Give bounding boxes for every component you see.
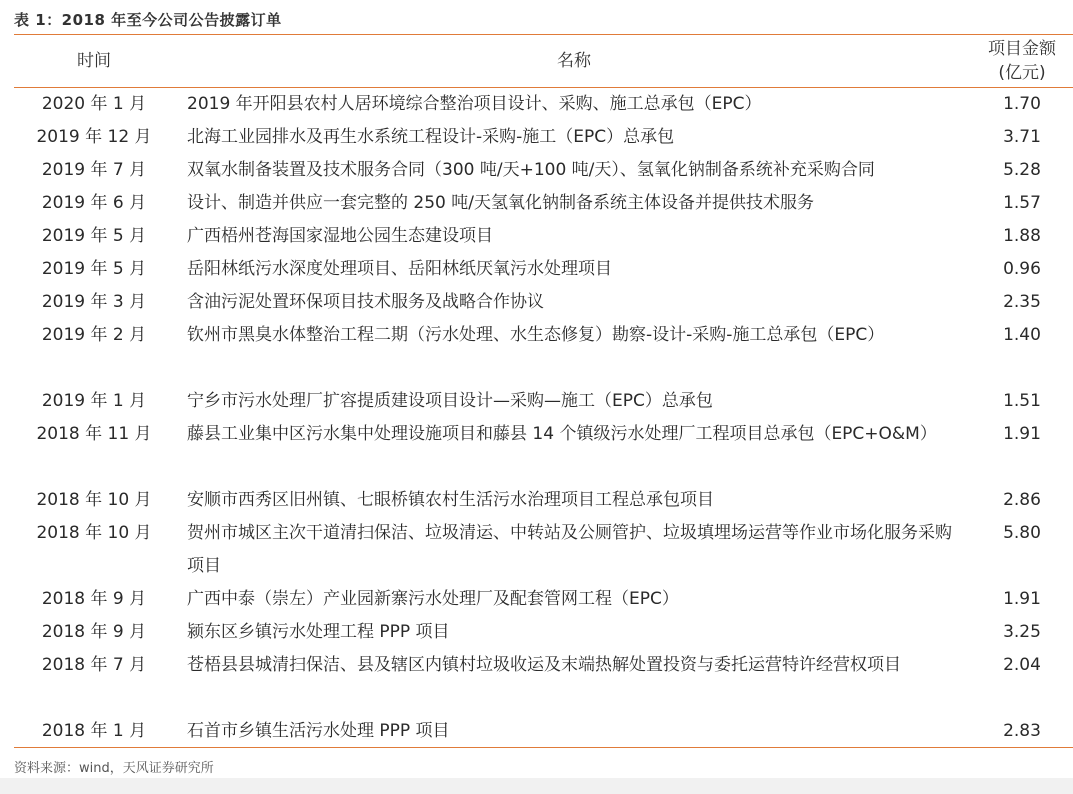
cell-time: 2019 年 6 月: [41, 193, 147, 213]
cell-time: 2018 年 11 月: [36, 424, 152, 444]
table-row: [14, 187, 1073, 220]
table-row: [14, 154, 1073, 187]
cell-name: 苍梧县县城清扫保洁、县及辖区内镇村垃圾收运及末端热解处置投资与委托运营特许经营权项目: [187, 655, 901, 675]
cell-name: 安顺市西秀区旧州镇、七眼桥镇农村生活污水治理项目工程总承包项目: [187, 490, 714, 510]
cell-amount: 2.86: [1003, 490, 1041, 510]
cell-time: 2018 年 9 月: [41, 589, 147, 609]
table-row: [14, 583, 1073, 616]
cell-name: 2019 年开阳县农村人居环境综合整治项目设计、采购、施工总承包（EPC）: [187, 94, 762, 114]
table-row: [14, 484, 1073, 517]
cell-amount: 2.35: [1003, 292, 1041, 312]
table-row: [14, 88, 1073, 121]
cell-amount: 1.57: [1003, 193, 1041, 213]
cell-time: 2019 年 5 月: [41, 226, 147, 246]
cell-time: 2019 年 12 月: [36, 127, 152, 147]
footer-band: [0, 778, 1073, 794]
cell-amount: 5.28: [1003, 160, 1041, 180]
header-time: 时间: [77, 51, 111, 71]
source-note: 资料来源：wind，天风证券研究所: [14, 761, 214, 776]
header-amount-line2: (亿元): [998, 63, 1046, 83]
cell-time: 2019 年 1 月: [41, 391, 147, 411]
table-row: [14, 418, 1073, 484]
cell-time: 2018 年 7 月: [41, 655, 147, 675]
cell-time: 2018 年 1 月: [41, 721, 147, 741]
table-row: [14, 286, 1073, 319]
cell-time: 2018 年 10 月: [36, 523, 152, 543]
cell-name: 藤县工业集中区污水集中处理设施项目和藤县 14 个镇级污水处理厂工程项目总承包（EPC+O&M）: [187, 424, 937, 444]
cell-name: 设计、制造并供应一套完整的 250 吨/天氢氧化钠制备系统主体设备并提供技术服务: [187, 193, 814, 213]
top-rule: [14, 34, 1073, 35]
cell-time: 2019 年 3 月: [41, 292, 147, 312]
cell-name: 钦州市黑臭水体整治工程二期（污水处理、水生态修复）勘察-设计-采购-施工总承包（EPC）: [187, 325, 885, 345]
cell-amount: 3.25: [1003, 622, 1041, 642]
table-row: [14, 319, 1073, 385]
table-body: [14, 88, 1073, 748]
cell-name: 宁乡市污水处理厂扩容提质建设项目设计—采购—施工（EPC）总承包: [187, 391, 713, 411]
table-row: [14, 616, 1073, 649]
cell-time: 2019 年 5 月: [41, 259, 147, 279]
table-row: [14, 253, 1073, 286]
cell-name: 含油污泥处置环保项目技术服务及战略合作协议: [187, 292, 544, 312]
cell-amount: 1.91: [1003, 424, 1041, 444]
cell-amount: 1.40: [1003, 325, 1041, 345]
cell-time: 2019 年 7 月: [41, 160, 147, 180]
report-table-page: [14, 0, 1073, 778]
cell-name: 颍东区乡镇污水处理工程 PPP 项目: [187, 622, 450, 642]
header-amount: [972, 37, 1072, 85]
cell-amount: 2.83: [1003, 721, 1041, 741]
cell-time: 2020 年 1 月: [41, 94, 147, 114]
cell-amount: 2.04: [1003, 655, 1041, 675]
table-row: [14, 715, 1073, 748]
table-row: [14, 517, 1073, 583]
cell-amount: 5.80: [1003, 523, 1041, 543]
table-row: [14, 220, 1073, 253]
table-row: [14, 385, 1073, 418]
header-name: 名称: [557, 51, 591, 71]
cell-name: 贺州市城区主次干道清扫保洁、垃圾清运、中转站及公厕管护、垃圾填埋场运营等作业市场化服务采购项目: [187, 523, 952, 576]
cell-amount: 1.91: [1003, 589, 1041, 609]
table-caption: 表 1：2018 年至今公司公告披露订单: [14, 11, 282, 29]
cell-amount: 1.51: [1003, 391, 1041, 411]
cell-name: 北海工业园排水及再生水系统工程设计-采购-施工（EPC）总承包: [187, 127, 675, 147]
cell-name: 石首市乡镇生活污水处理 PPP 项目: [187, 721, 450, 741]
header-amount-line1: 项目金额: [988, 39, 1056, 59]
cell-name: 岳阳林纸污水深度处理项目、岳阳林纸厌氧污水处理项目: [187, 259, 612, 279]
cell-time: 2018 年 9 月: [41, 622, 147, 642]
cell-amount: 1.88: [1003, 226, 1041, 246]
cell-amount: 1.70: [1003, 94, 1041, 114]
cell-amount: 0.96: [1003, 259, 1041, 279]
bottom-rule: [14, 747, 1073, 748]
cell-name: 广西梧州苍海国家湿地公园生态建设项目: [187, 226, 493, 246]
cell-amount: 3.71: [1003, 127, 1041, 147]
table-row: [14, 649, 1073, 715]
cell-name: 广西中泰（崇左）产业园新寨污水处理厂及配套管网工程（EPC）: [187, 589, 679, 609]
cell-name: 双氧水制备装置及技术服务合同（300 吨/天+100 吨/天）、氢氧化钠制备系统补充采购合同: [187, 160, 875, 180]
table-row: [14, 121, 1073, 154]
cell-time: 2019 年 2 月: [41, 325, 147, 345]
cell-time: 2018 年 10 月: [36, 490, 152, 510]
